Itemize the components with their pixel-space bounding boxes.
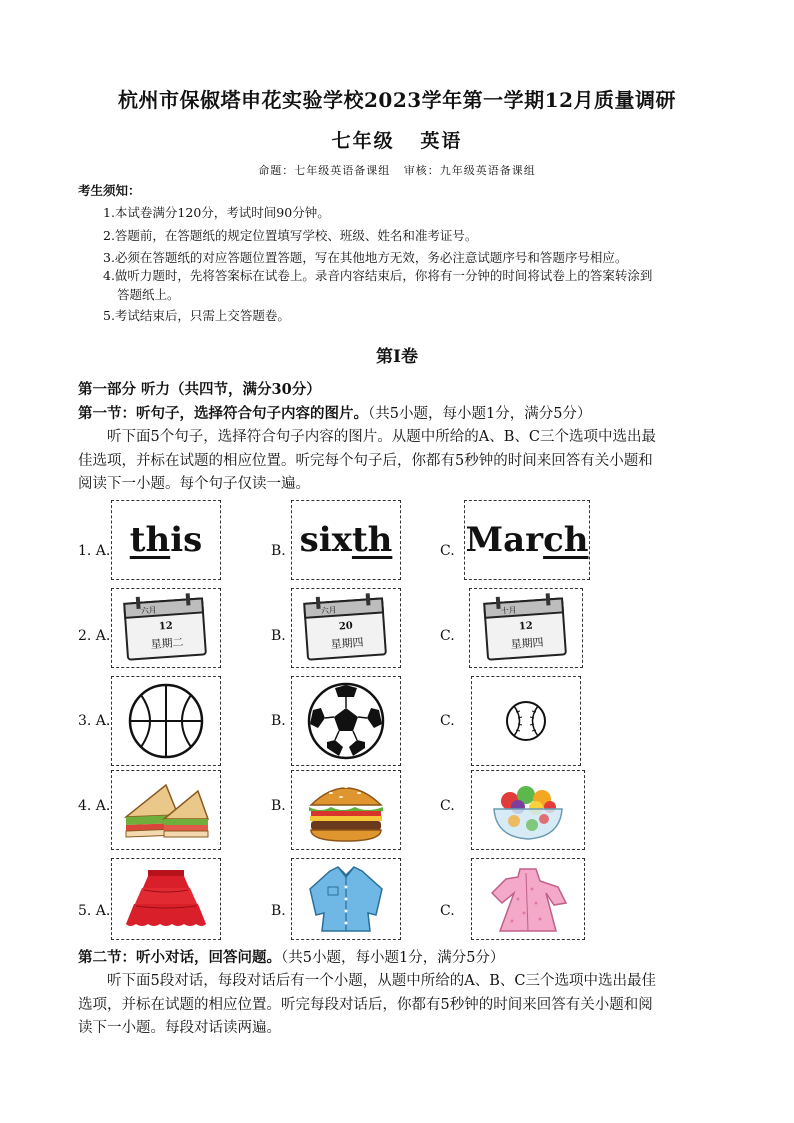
q4-label-b: B.	[271, 798, 286, 814]
section1-instruction-1: 听下面5个句子，选择符合句子内容的图片。从题中所给的A、B、C三个选项中选出最	[107, 429, 656, 445]
svg-text:十月: 十月	[500, 605, 518, 616]
q4-option-c[interactable]	[471, 770, 585, 850]
section2-instruction-2: 选项，并标在试题的相应位置。听完每段对话后，你都有5秒钟的时间来回答有关小题和阅	[78, 997, 653, 1013]
q4-label: 4. A.	[78, 798, 111, 814]
q1-label: 1. A.	[78, 543, 111, 559]
q5-label-c: C.	[440, 903, 455, 919]
q5-option-c[interactable]	[471, 858, 585, 940]
q3-option-c[interactable]	[471, 676, 581, 766]
notice-item-2: 2.答题前，在答题纸的规定位置填写学校、班级、姓名和准考证号。	[103, 228, 478, 243]
q2-label: 2. A.	[78, 628, 111, 644]
q1-label-c: C.	[440, 543, 455, 559]
calendar-icon	[298, 593, 394, 663]
svg-text:星期四: 星期四	[510, 635, 544, 652]
section2-title: 第二节：听小对话，回答问题。	[78, 949, 281, 966]
q3-label: 3. A.	[78, 713, 111, 729]
q1-option-b[interactable]	[291, 500, 401, 580]
notice-item-3: 3.必须在答题纸的对应答题位置答题，写在其他地方无效，务必注意试题序号和答题序号相应。	[103, 250, 628, 265]
q2-option-a[interactable]	[111, 588, 221, 668]
svg-text:星期二: 星期二	[150, 635, 184, 652]
soccer-ball-icon	[305, 680, 387, 762]
q1-option-c[interactable]	[464, 500, 590, 580]
section1-score: （共5小题，每小题1分，满分5分）	[368, 406, 592, 422]
section1-instruction-2: 佳选项，并标在试题的相应位置。听完每个句子后，你都有5秒钟的时间来回答有关小题和	[78, 453, 653, 469]
sandwich-icon	[118, 775, 214, 845]
section1-instruction-3: 阅读下一小题。每个句子仅读一遍。	[78, 476, 310, 492]
fruit-salad-icon	[480, 775, 576, 845]
svg-text:20: 20	[338, 620, 354, 633]
shirt-icon	[298, 863, 394, 935]
calendar-icon	[478, 593, 574, 663]
q4-label-c: C.	[440, 798, 455, 814]
skirt-icon	[118, 864, 214, 934]
calendar-icon	[118, 593, 214, 663]
page-title: 杭州市保俶塔申花实验学校2023学年第一学期12月质量调研	[118, 88, 676, 112]
q5-label-b: B.	[271, 903, 286, 919]
section2-title-line	[78, 946, 778, 967]
svg-text:六月: 六月	[320, 605, 338, 616]
svg-text:12: 12	[518, 620, 534, 633]
notice-item-4: 4.做听力题时，先将答案标在试卷上。录音内容结束后，你将有一分钟的时间将试卷上的答案转涂到	[103, 268, 653, 283]
exam-meta: 命题：七年级英语备课组 审核：九年级英语备课组	[258, 164, 536, 177]
page-subtitle: 七年级 英语	[331, 130, 463, 152]
q2-label-c: C.	[440, 628, 455, 644]
q4-option-b[interactable]	[291, 770, 401, 850]
burger-icon	[301, 775, 391, 845]
word-sixth: sixth	[299, 520, 393, 560]
dress-icon	[480, 863, 576, 935]
svg-text:12: 12	[158, 620, 174, 633]
word-march: March	[465, 520, 589, 560]
baseball-icon	[501, 696, 551, 746]
q4-option-a[interactable]	[111, 770, 221, 850]
section2-instruction-3: 读下一小题。每段对话读两遍。	[78, 1020, 281, 1036]
q2-option-c[interactable]	[469, 588, 583, 668]
notice-item-5: 5.考试结束后，只需上交答题卷。	[103, 308, 290, 323]
q2-label-b: B.	[271, 628, 286, 644]
section2-instruction-1: 听下面5段对话，每段对话后有一个小题，从题中所给的A、B、C三个选项中选出最佳	[107, 973, 656, 989]
section1-title: 第一节：听句子，选择符合句子内容的图片。	[78, 405, 368, 422]
q5-option-b[interactable]	[291, 858, 401, 940]
notice-item-4-cont: 答题纸上。	[117, 287, 180, 302]
svg-text:六月: 六月	[140, 605, 158, 616]
q5-option-a[interactable]	[111, 858, 221, 940]
q3-label-b: B.	[271, 713, 286, 729]
q2-option-b[interactable]	[291, 588, 401, 668]
q1-label-b: B.	[271, 543, 286, 559]
q3-label-c: C.	[440, 713, 455, 729]
q3-option-b[interactable]	[291, 676, 401, 766]
section2-score: （共5小题，每小题1分，满分5分）	[281, 950, 505, 966]
q1-option-a[interactable]	[111, 500, 221, 580]
volume-heading: 第I卷	[376, 347, 418, 367]
word-this: this	[129, 520, 203, 560]
section1-title-line	[78, 402, 778, 423]
q5-label: 5. A.	[78, 903, 111, 919]
q3-option-a[interactable]	[111, 676, 221, 766]
notice-item-1: 1.本试卷满分120分，考试时间90分钟。	[103, 205, 330, 220]
part1-heading: 第一部分 听力（共四节，满分30分）	[78, 381, 321, 398]
basketball-icon	[125, 680, 207, 762]
svg-text:星期四: 星期四	[330, 635, 364, 652]
notice-heading: 考生须知：	[78, 183, 141, 198]
